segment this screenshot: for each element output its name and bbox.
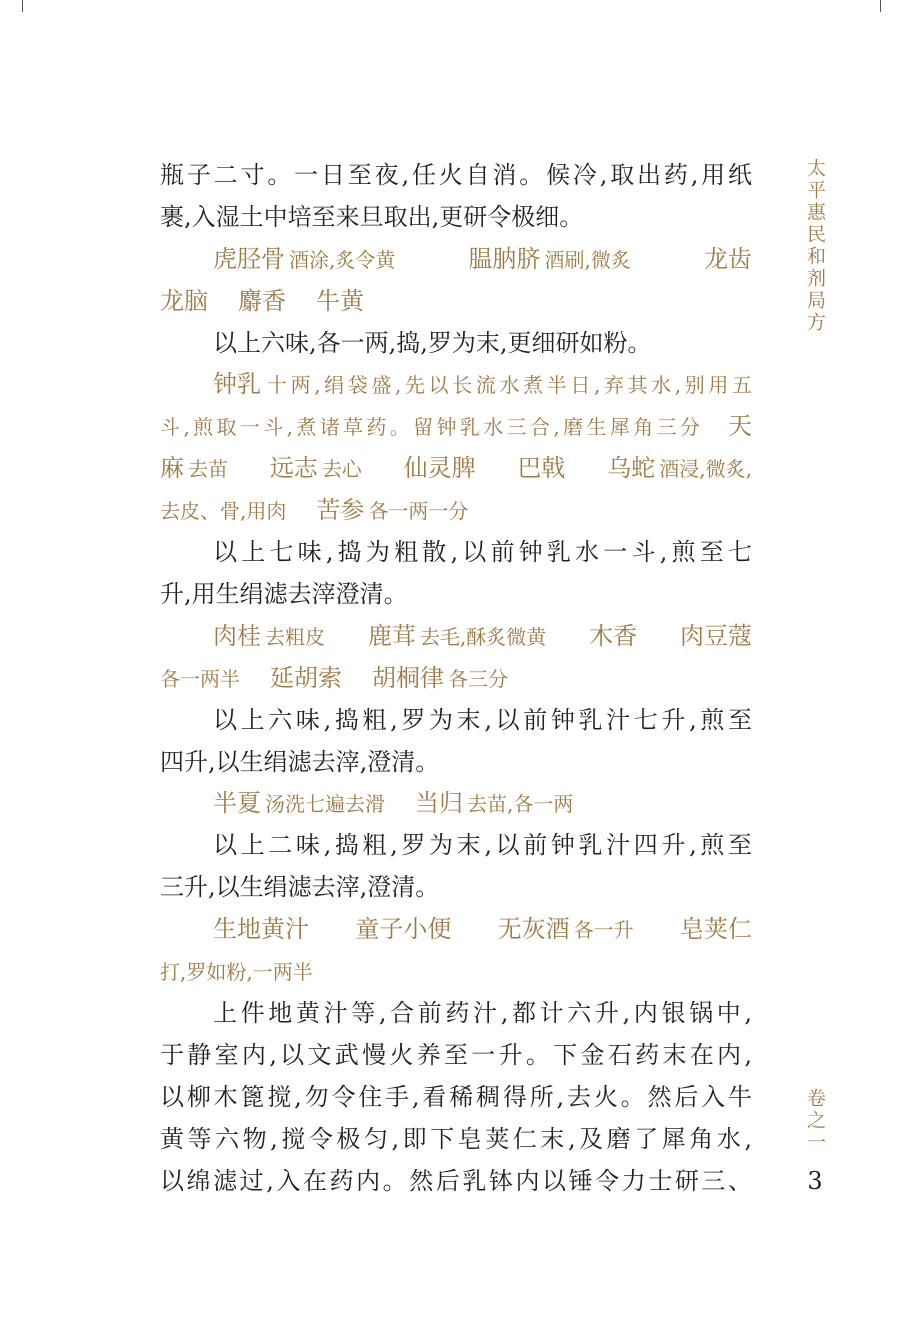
- body-text: 升,用生绢滤去滓澄清。: [160, 580, 408, 608]
- herb-entry: [160, 448, 228, 489]
- herb-annotation: 十两,绢袋盛,先以长流水煮半日,弃其水,别用五: [267, 373, 752, 397]
- herb-entry: [680, 909, 752, 949]
- body-text: 四升,以生绢滤去滓,澄清。: [160, 748, 440, 776]
- herb-annotation: 斗,煎取一斗,煮诸草药。留钟乳水三合,磨生犀角三分: [160, 415, 700, 439]
- text-line: [160, 448, 752, 488]
- body-text: 以上七味,捣为粗散,以前钟乳水一斗,煎至七: [213, 538, 752, 566]
- herb-annotation: 酒涂,炙令黄: [289, 248, 396, 272]
- herb-name: 龙脑: [160, 287, 208, 315]
- herb-entry: [415, 783, 573, 824]
- herb-entry: [589, 616, 637, 656]
- body-text: 以绵滤过,入在药内。然后乳钵内以锤令力士研三、: [160, 1167, 752, 1195]
- text-line: [213, 825, 752, 865]
- herb-name: 肉桂: [213, 622, 261, 650]
- herb-entry: [680, 616, 752, 656]
- body-text: 于静室内,以文武慢火养至一升。下金石药末在内,: [160, 1041, 752, 1069]
- herb-name: 延胡索: [270, 664, 342, 692]
- text-line: [160, 658, 752, 698]
- body-text: 瓶子二寸。一日至夜,任火自消。候冷,取出药,用纸: [160, 161, 752, 189]
- herb-entry: [372, 658, 508, 699]
- text-line: [213, 993, 752, 1033]
- text-line: [160, 1035, 752, 1075]
- herb-name: 童子小便: [355, 915, 452, 943]
- herb-name: 牛黄: [316, 287, 364, 315]
- text-line: [213, 323, 752, 363]
- text-line: [213, 532, 752, 572]
- herb-annotation: 去皮、骨,用肉: [160, 499, 287, 523]
- herb-name: 麻: [160, 454, 184, 482]
- herb-annotation: 各一升: [573, 918, 634, 942]
- herb-entry: [213, 783, 385, 824]
- herb-annotation: 去毛,酥炙微黄: [419, 625, 547, 649]
- herb-name: 生地黄汁: [213, 915, 309, 943]
- text-line: [160, 281, 752, 321]
- herb-annotation: 去苗: [188, 457, 228, 481]
- herb-name: 当归: [415, 789, 463, 817]
- herb-entry: [498, 909, 634, 950]
- page-number: 3: [807, 1167, 823, 1195]
- text-line: [213, 239, 752, 279]
- text-line: [160, 490, 752, 530]
- herb-name: 天: [728, 412, 752, 440]
- text-line: [213, 700, 752, 740]
- text-line: [160, 1119, 752, 1159]
- herb-entry: [404, 448, 476, 488]
- herb-annotation: 去苗,各一两: [467, 792, 574, 816]
- body-text: 以上六味,捣粗,罗为末,以前钟乳汁七升,煎至: [213, 706, 752, 734]
- text-line: [160, 155, 752, 195]
- herb-name: 木香: [589, 622, 638, 650]
- herb-annotation: 去心: [321, 457, 362, 481]
- herb-name: 胡桐律: [372, 664, 444, 692]
- text-line: [213, 616, 752, 656]
- text-line: [213, 364, 752, 404]
- text-line: [213, 783, 752, 823]
- herb-entry: [213, 239, 395, 280]
- herb-entry: [213, 616, 325, 657]
- text-line: [213, 909, 752, 949]
- herb-annotation: 各一两半: [160, 667, 240, 691]
- herb-annotation: 打,罗如粉,一两半: [160, 960, 313, 984]
- body-text: 裹,入湿土中培至来旦取出,更研令极细。: [160, 203, 584, 231]
- herb-name: 远志: [269, 454, 318, 482]
- herb-name: 麝香: [238, 287, 286, 315]
- herb-annotation: 酒浸,微炙,: [659, 457, 752, 481]
- herb-name: 巴戟: [517, 454, 566, 482]
- body-text: 以上二味,捣粗,罗为末,以前钟乳汁四升,煎至: [213, 831, 752, 859]
- herb-annotation: 酒刷,微炙: [544, 248, 631, 272]
- herb-name: 乌蛇: [607, 454, 656, 482]
- chapter-label: 卷之一: [804, 1088, 826, 1154]
- text-line: [160, 406, 752, 446]
- herb-name: 钟乳: [213, 370, 261, 398]
- herb-name: 肉豆蔻: [679, 622, 752, 650]
- body-text: 三升,以生绢滤去滓,澄清。: [160, 873, 440, 901]
- herb-name: 皂荚仁: [679, 915, 752, 943]
- herb-name: 仙灵脾: [403, 454, 476, 482]
- crop-mark-top-right: [880, 0, 881, 12]
- running-head: 太平惠民和剂局方: [804, 158, 826, 334]
- herb-annotation: 去粗皮: [265, 625, 325, 649]
- herb-name: 苦参: [316, 496, 365, 524]
- crop-mark-top-left: [22, 0, 23, 12]
- herb-entry: [704, 239, 752, 279]
- text-line: [160, 1161, 752, 1201]
- herb-name: 鹿茸: [367, 622, 416, 650]
- herb-entry: [517, 448, 565, 488]
- herb-entry: [355, 909, 451, 949]
- herb-name: 龙齿: [704, 245, 752, 273]
- herb-name: 腽肭脐: [468, 245, 541, 273]
- herb-name: 虎胫骨: [213, 245, 285, 273]
- text-line: [160, 867, 752, 907]
- herb-annotation: 各三分: [448, 667, 508, 691]
- body-text: 上件地黄汁等,合前药汁,都计六升,内银锅中,: [213, 999, 752, 1027]
- text-line: [160, 1077, 752, 1117]
- text-line: [160, 197, 752, 237]
- body-text: 以上六味,各一两,捣,罗为末,更细研如粉。: [213, 329, 652, 357]
- herb-entry: [270, 448, 362, 489]
- herb-entry: [213, 909, 309, 949]
- herb-annotation: 各一两一分: [368, 499, 469, 523]
- herb-annotation: 汤洗七遍去滑: [265, 792, 385, 816]
- herb-entry: [607, 448, 752, 489]
- herb-entry: [316, 490, 468, 531]
- herb-entry: [368, 616, 546, 657]
- herb-name: 半夏: [213, 789, 261, 817]
- text-line: [160, 951, 752, 991]
- body-text: 以柳木篦搅,勿令住手,看稀稠得所,去火。然后入牛: [160, 1083, 752, 1111]
- body-text: 黄等六物,搅令极匀,即下皂荚仁末,及磨了犀角水,: [160, 1125, 752, 1153]
- herb-name: 无灰酒: [497, 915, 570, 943]
- text-line: [160, 742, 752, 782]
- text-line: [160, 574, 752, 614]
- herb-entry: [469, 239, 631, 280]
